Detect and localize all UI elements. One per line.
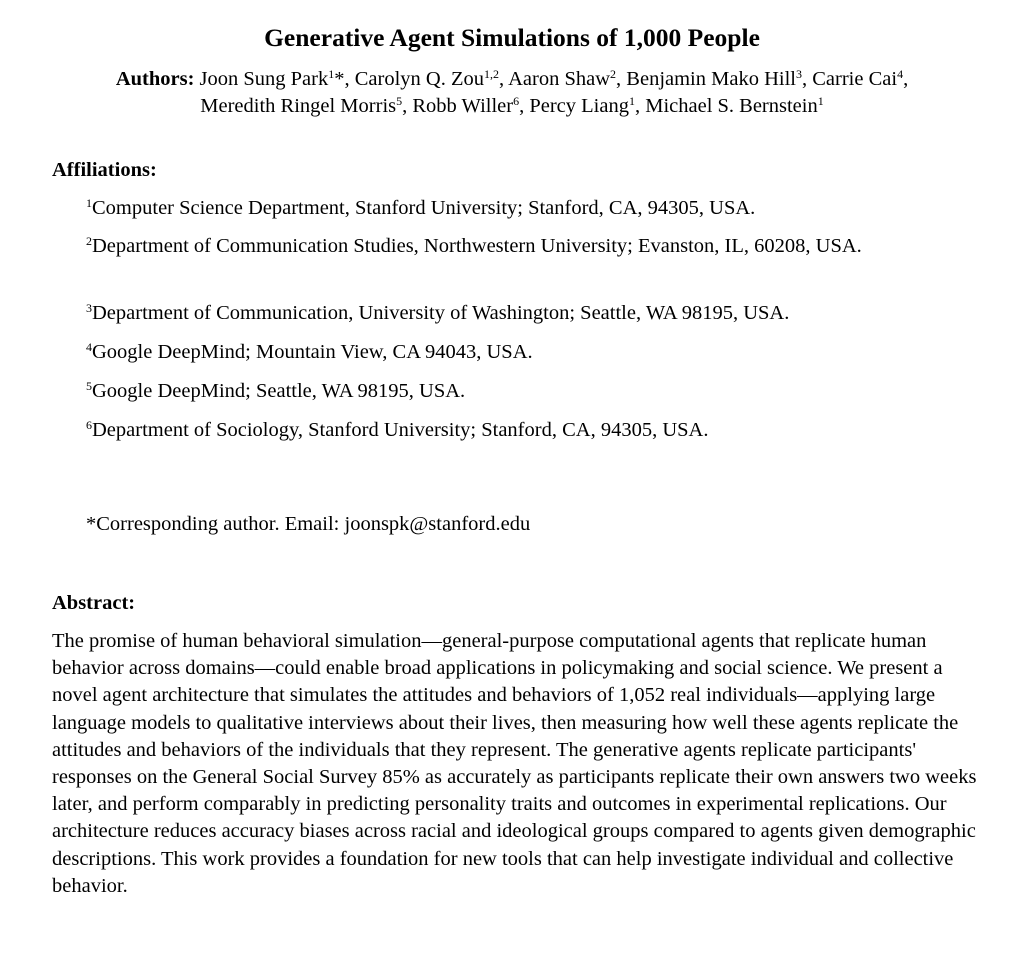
author-affiliation-mark: 3 <box>795 67 802 81</box>
affiliations-heading: Affiliations: <box>52 159 157 181</box>
corresponding-author-note: *Corresponding author. Email: joonspk@stanford.edu <box>86 513 531 535</box>
author-name: Aaron Shaw <box>508 68 611 90</box>
affiliation-item <box>86 339 946 366</box>
affiliation-item <box>86 300 946 327</box>
author-affiliation-mark: 6 <box>513 94 520 108</box>
author-separator: , <box>519 95 530 117</box>
affiliation-text: Computer Science Department, Stanford University; Stanford, CA, 94305, USA. <box>92 197 756 219</box>
author-affiliation-mark: 4 <box>897 67 904 81</box>
author-affiliation-mark: 2 <box>610 67 617 81</box>
author-separator: , <box>344 68 355 90</box>
affiliation-mark: 4 <box>86 340 92 354</box>
author-name: Meredith Ringel Morris <box>200 95 397 117</box>
affiliation-mark: 5 <box>86 379 92 393</box>
author-entry <box>412 95 529 117</box>
author-entry <box>645 95 824 117</box>
author-list <box>40 66 984 120</box>
affiliation-text: Department of Communication, University of Washington; Seattle, WA 98195, USA. <box>92 302 790 324</box>
author-name: Robb Willer <box>412 95 514 117</box>
author-separator: , <box>634 95 646 117</box>
author-affiliation-mark: 1 <box>817 94 824 108</box>
affiliation-item <box>86 233 946 260</box>
abstract-text: The promise of human behavioral simulation—general-purpose computational agents that replicate human behavior across domains—could enable broad applications in policymaking and social science. We present a novel agent architecture that simulates the attitudes and behaviors of 1,052 real individuals—applying large language models to qualitative interviews about their lives, then measuring how well these agents replicate the attitudes and behaviors of the individuals that they represent. The generative agents replicate participants' responses on the General Social Survey 85% as accurately as participants replicate their own answers two weeks later, and perform comparably in predicting personality traits and outcomes in experimental replications. Our architecture reduces accuracy biases across racial and ideological groups compared to agents given demographic descriptions. This work provides a foundation for new tools that can help investigate individual and collective behavior. <box>52 630 977 897</box>
affiliation-text: Department of Sociology, Stanford University; Stanford, CA, 94305, USA. <box>92 419 709 441</box>
author-entry <box>200 68 355 90</box>
authors-label: Authors: <box>115 68 195 90</box>
affiliation-text: Google DeepMind; Seattle, WA 98195, USA. <box>92 380 466 402</box>
affiliation-mark: 6 <box>86 418 92 432</box>
author-name: Michael S. Bernstein <box>645 95 818 117</box>
author-entry <box>355 68 508 90</box>
affiliation-mark: 2 <box>86 234 92 248</box>
author-separator: , <box>903 68 909 90</box>
author-name: Joon Sung Park <box>199 68 329 90</box>
author-entry <box>812 68 908 90</box>
affiliation-item <box>86 417 946 444</box>
author-affiliation-mark: 1 <box>328 67 335 81</box>
affiliation-item <box>86 195 946 222</box>
author-entry <box>200 95 412 117</box>
author-entry <box>529 95 645 117</box>
affiliation-mark: 1 <box>86 196 92 210</box>
affiliation-mark: 3 <box>86 301 92 315</box>
author-entry <box>626 68 812 90</box>
author-name: Carolyn Q. Zou <box>354 68 484 90</box>
author-name: Benjamin Mako Hill <box>626 68 796 90</box>
affiliation-text: Google DeepMind; Mountain View, CA 94043, USA. <box>92 341 533 363</box>
author-name: Percy Liang <box>529 95 629 117</box>
author-name: Carrie Cai <box>812 68 898 90</box>
author-separator: , <box>499 68 509 90</box>
author-affiliation-mark: 1,2 <box>484 67 499 81</box>
author-suffix: * <box>334 68 345 90</box>
author-affiliation-mark: 5 <box>396 94 403 108</box>
author-separator: , <box>402 95 413 117</box>
author-affiliation-mark: 1 <box>628 94 635 108</box>
author-separator: , <box>801 68 813 90</box>
affiliation-text: Department of Communication Studies, Northwestern University; Evanston, IL, 60208, USA. <box>92 235 862 257</box>
author-separator: , <box>616 68 627 90</box>
abstract-heading: Abstract: <box>52 592 136 614</box>
paper-title: Generative Agent Simulations of 1,000 People <box>264 23 760 52</box>
affiliation-item <box>86 378 946 405</box>
author-entry <box>508 68 626 90</box>
